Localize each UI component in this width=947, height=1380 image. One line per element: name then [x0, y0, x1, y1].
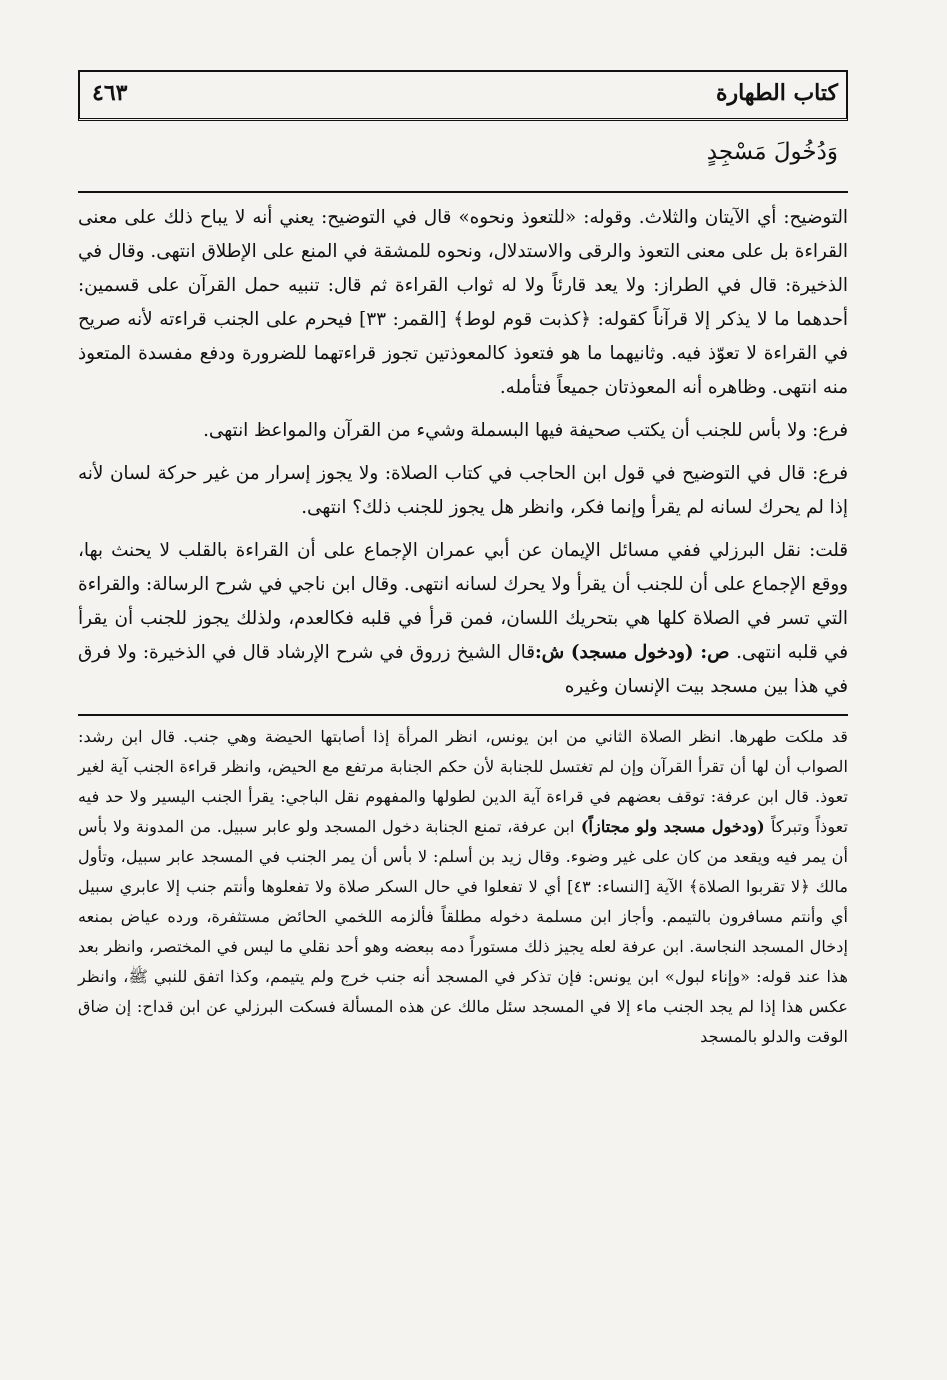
separator-rule [78, 191, 848, 193]
chapter-title: كتاب الطهارة [715, 80, 838, 106]
paragraph: فرع: قال في التوضيح في قول ابن الحاجب في كتاب الصلاة: ولا يجوز إسرار من غير حركة لسان لأنه إذا لم يحرك لسانه لم يقرأ وإنما فكر، وانظر هل يجوز للجنب ذلك؟ انتهى. [78, 463, 848, 518]
footnotes [78, 722, 848, 1052]
bold-segment: (ودخول مسجد ولو مجتازاً) [574, 817, 772, 836]
running-header [78, 70, 848, 121]
text-segment: قد ملكت طهرها. انظر الصلاة الثاني من ابن يونس، انظر المرأة إذا أصابتها الحيضة وهي جنب. قال ابن رشد: الصواب أن لها أن تقرأ القرآن وإن لم تغتسل للجنابة لأن حكم الجنابة مرتفع مع الحيض، وانظر قراءة الجنب آية لغير تعوذ. قال ابن عرفة: توقف بعضهم في قراءة آية الدين لطولها والمفهوم نقل الباجي: يقرأ الجنب اليسير ولا حد فيه تعوذاً وتبركاً [78, 727, 848, 836]
paragraph: التوضيح: أي الآيتان والثلاث. وقوله: «للتعوذ ونحوه» قال في التوضيح: يعني أنه لا يباح ذلك على معنى القراءة بل على معنى التعوذ والرقى والاستدلال، ونحوه للمشقة في المنع على الإطلاق انتهى. وقال في الذخيرة: قال في الطراز: ولا يعد قارئاً ولا له ثواب القراءة ثم قال: تنبيه حمل القرآن على قسمين: أحدهما ما لا يذكر إلا قرآناً كقوله: ﴿كذبت قوم لوط﴾ [القمر: ٣٣] فيحرم على الجنب قراءته لأنه صريح في القراءة لا تعوّذ فيه. وثانيهما ما هو فتعوذ كالمعوذتين تجوز قراءتهما للضرورة ودفع مفسدة المتعوذ منه انتهى. وظاهره أنه المعوذتان جميعاً فتأمله. [78, 207, 848, 398]
page-number: ٤٦٣ [92, 80, 128, 106]
matn-verse: وَدُخُولَ مَسْجِدٍ [706, 139, 838, 165]
text-segment: قال الشيخ زروق في شرح الإرشاد قال في الذخيرة: ولا فرق في هذا بين مسجد بيت الإنسان وغيره [78, 642, 848, 697]
paragraph [78, 534, 848, 704]
bold-segment: ص: (ودخول مسجد) ش: [534, 642, 737, 663]
commentary-text [78, 201, 848, 704]
footnote-text [78, 722, 848, 1052]
text-segment: قلت: نقل البرزلي ففي مسائل الإيمان عن أبي عمران الإجماع على أن القراءة بالقلب لا يحنث بها، ووقع الإجماع على أن للجنب أن يقرأ ولا يحرك لسانه انتهى. وقال ابن ناجي في شرح الرسالة: والقراءة التي تسر في الصلاة كلها هي بتحريك اللسان، فمن قرأ في قلبه فكالعدم، ولذلك يجوز للجنب أن يقرأ في قلبه انتهى. [78, 540, 848, 663]
page [78, 70, 848, 1052]
footnote-rule [78, 714, 848, 716]
text-segment: ابن عرفة، تمنع الجنابة دخول المسجد ولو عابر سبيل. من المدونة ولا بأس أن يمر فيه ويقعد من كان على غير وضوء. وقال زيد بن أسلم: لا بأس أن يمر الجنب في المسجد عابر سبيل، وتأول مالك ﴿لا تقربوا الصلاة﴾ الآية [النساء: ٤٣] أي لا تفعلوا في حال السكر صلاة ولا تفعلوها وأنتم جنب إلا عابري سبيل أي وأنتم مسافرون بالتيمم. وأجاز ابن مسلمة دخوله مطلقاً فألزمه اللخمي الحائض مستثفرة، ورده عياض بمنعه إدخال المسجد النجاسة. ابن عرفة لعله يجيز ذلك مستوراً دمه ببعضه وهو أحد نقلي ما ليس في المختصر، وانظر بعد هذا عند قوله: «وإناء لبول» ابن يونس: فإن تذكر في المسجد أنه جنب خرج ولم يتيمم، وكذا اتفق للنبي ﷺ، وانظر عكس هذا إذا لم يجد الجنب ماء إلا في المسجد سئل مالك عن هذه المسألة فسكت البرزلي عن ابن قداح: إن ضاق الوقت والدلو بالمسجد [78, 817, 848, 1046]
paragraph: فرع: ولا بأس للجنب أن يكتب صحيفة فيها البسملة وشيء من القرآن والمواعظ انتهى. [203, 420, 848, 441]
